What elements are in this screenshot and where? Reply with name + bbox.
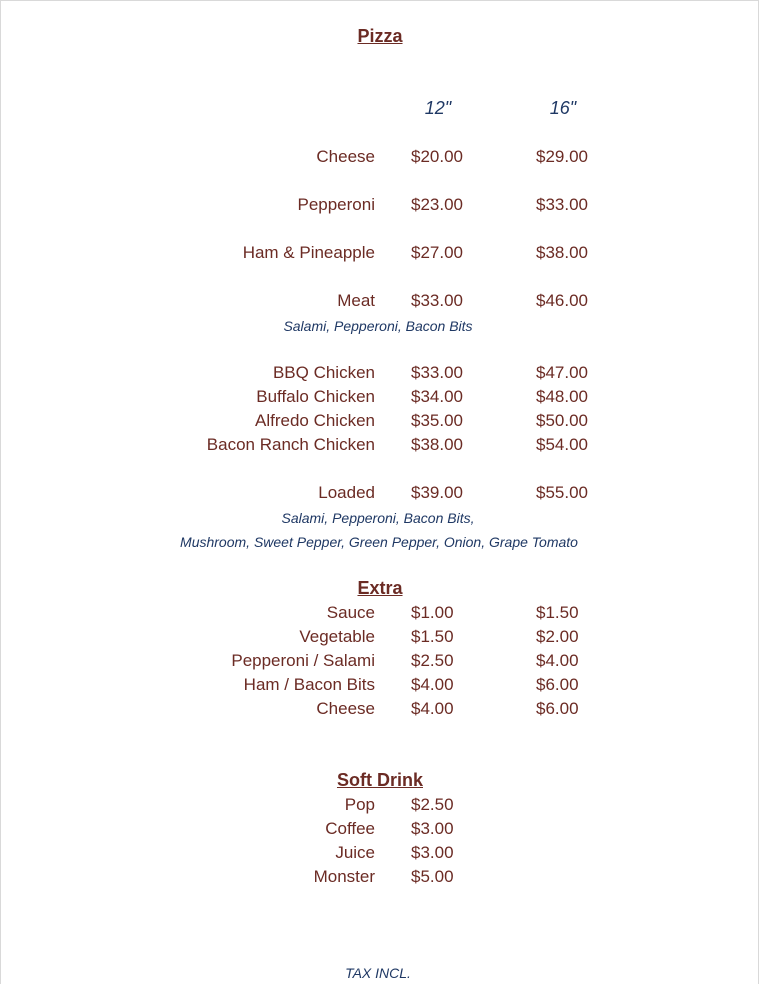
pizza-item-price-16: $50.00 — [536, 411, 588, 430]
pizza-item-price-12: $27.00 — [411, 243, 463, 262]
meat-ingredients-note: Salami, Pepperoni, Bacon Bits — [283, 318, 473, 334]
pizza-item-price-12: $34.00 — [411, 387, 463, 406]
drink-item-price: $2.50 — [411, 795, 454, 814]
pizza-item-name: Meat — [337, 291, 375, 310]
drink-item-name: Juice — [335, 843, 375, 862]
extra-item-price-16: $6.00 — [536, 699, 579, 718]
pizza-item-name: Alfredo Chicken — [254, 411, 375, 430]
extra-item-price-16: $2.00 — [536, 627, 579, 646]
extra-item-price-12: $1.50 — [411, 627, 454, 646]
size-12-header: 12" — [424, 98, 452, 118]
pizza-item-price-12: $35.00 — [411, 411, 463, 430]
drink-item-name: Coffee — [325, 819, 375, 838]
pizza-item-price-12: $39.00 — [411, 483, 463, 502]
pizza-item-price-16: $29.00 — [536, 147, 588, 166]
pizza-item-price-12: $38.00 — [411, 435, 463, 454]
pizza-item-price-12: $20.00 — [411, 147, 463, 166]
extra-item-price-12: $2.50 — [411, 651, 454, 670]
pizza-item-name: Cheese — [316, 147, 375, 166]
pizza-item-price-16: $47.00 — [536, 363, 588, 382]
pizza-item-price-16: $55.00 — [536, 483, 588, 502]
pizza-item-name: Loaded — [318, 483, 375, 502]
pizza-item-price-16: $54.00 — [536, 435, 588, 454]
size-16-header: 16" — [549, 98, 577, 118]
extra-item-name: Sauce — [326, 603, 375, 622]
loaded-ingredients-note-line1: Salami, Pepperoni, Bacon Bits, — [281, 510, 475, 526]
extra-item-name: Vegetable — [299, 627, 375, 646]
pizza-item-price-12: $33.00 — [411, 291, 463, 310]
extra-item-price-12: $4.00 — [411, 699, 454, 718]
extra-item-name: Pepperoni / Salami — [231, 651, 375, 670]
loaded-ingredients-note-line2: Mushroom, Sweet Pepper, Green Pepper, Onion, Grape Tomato — [180, 534, 578, 550]
pizza-item-price-16: $33.00 — [536, 195, 588, 214]
drink-item-price: $5.00 — [411, 867, 454, 886]
pizza-item-price-16: $38.00 — [536, 243, 588, 262]
extra-item-price-12: $1.00 — [411, 603, 454, 622]
pizza-item-name: Bacon Ranch Chicken — [206, 435, 375, 454]
extra-item-name: Cheese — [316, 699, 375, 718]
extra-item-price-12: $4.00 — [411, 675, 454, 694]
drink-item-name: Monster — [313, 867, 375, 886]
extra-item-price-16: $1.50 — [536, 603, 579, 622]
tax-included-note: TAX INCL. — [345, 965, 411, 981]
pizza-item-name: BBQ Chicken — [272, 363, 375, 382]
extra-item-name: Ham / Bacon Bits — [243, 675, 375, 694]
pizza-heading: Pizza — [357, 26, 403, 46]
pizza-item-name: Ham & Pineapple — [242, 243, 375, 262]
pizza-item-price-16: $46.00 — [536, 291, 588, 310]
pizza-item-price-16: $48.00 — [536, 387, 588, 406]
pizza-item-price-12: $33.00 — [411, 363, 463, 382]
extra-item-price-16: $6.00 — [536, 675, 579, 694]
drink-item-name: Pop — [344, 795, 375, 814]
pizza-item-name: Pepperoni — [297, 195, 375, 214]
drink-item-price: $3.00 — [411, 843, 454, 862]
drink-item-price: $3.00 — [411, 819, 454, 838]
soft-drink-heading: Soft Drink — [336, 770, 423, 790]
pizza-item-name: Buffalo Chicken — [256, 387, 375, 406]
extra-item-price-16: $4.00 — [536, 651, 579, 670]
extra-heading: Extra — [357, 578, 403, 598]
pizza-item-price-12: $23.00 — [411, 195, 463, 214]
